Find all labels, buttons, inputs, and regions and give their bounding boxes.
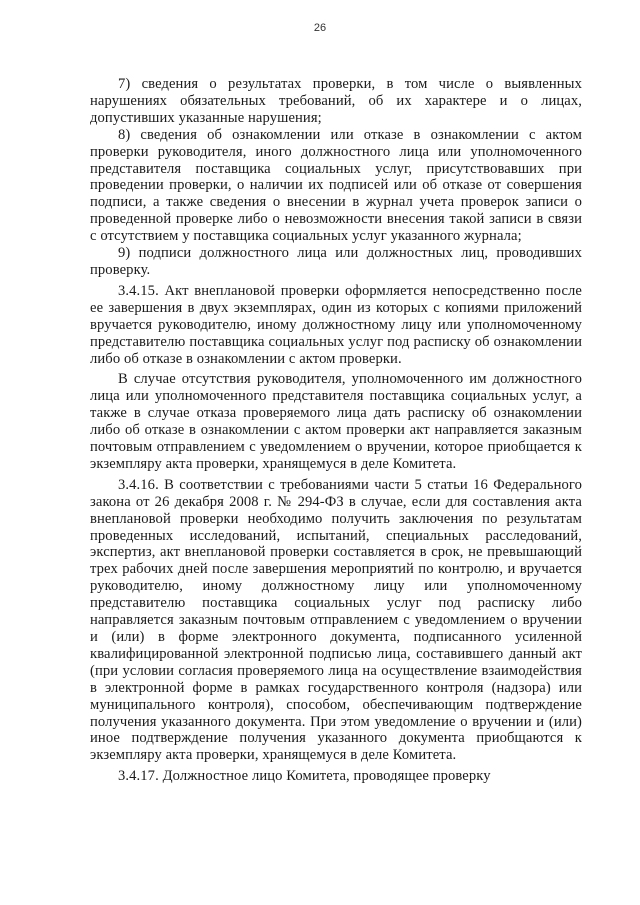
paragraph-3-4-15: 3.4.15. Акт внеплановой проверки оформляется непосредственно после ее завершения в двух экземплярах, один из которых с копиями приложений вручается руководителю, иному должностному лицу или уполномоченному представителю поставщика социальных услуг под расписку об ознакомлении либо об отказе в ознакомлении с актом проверки. [90, 282, 582, 367]
paragraph-item-9: 9) подписи должностного лица или должностных лиц, проводивших проверку. [90, 245, 582, 278]
paragraph-item-8: 8) сведения об ознакомлении или отказе в ознакомлении с актом проверки руководителя, иного должностного лица или уполномоченного представителя поставщика социальных услуг, присутствовавших при проведении проверки, о наличии их подписей или об отказе от совершения подписи, а также сведения о внесении в журнал учета проверок записи о проведенной проверке либо о невозможности внесения такой записи в связи с отсутствием у поставщика социальных услуг указанного журнала; [90, 126, 582, 245]
paragraph-3-4-16: 3.4.16. В соответствии с требованиями части 5 статьи 16 Федерального закона от 26 декабря 2008 г. № 294-ФЗ в случае, если для составления акта внеплановой проверки необходимо получить заключения по результатам проведенных исследований, испытаний, специальных расследований, экспертиз, акт внеплановой проверки составляется в срок, не превышающий трех рабочих дней после завершения мероприятий по контролю, и вручается руководителю, иному должностному лицу или уполномоченному представителю поставщика социальных услуг под расписку либо направляется заказным почтовым отправлением с уведомлением о вручении и (или) в форме электронного документа, подписанного усиленной квалифицированной электронной подписью лица, составившего данный акт (при условии согласия проверяемого лица на осуществление взаимодействия в электронной форме в рамках государственного контроля (надзора) или муниципального контроля), способом, обеспечивающим подтверждение получения указанного документа. При этом уведомление о вручении и (или) иное подтверждение получения указанного документа приобщаются к экземпляру акта проверки, хранящемуся в деле Комитета. [90, 476, 582, 764]
paragraph-absence-case: В случае отсутствия руководителя, уполномоченного им должностного лица или уполномоченного представителя поставщика социальных услуг, а также в случае отказа проверяемого лица дать расписку об ознакомлении либо об отказе в ознакомлении с актом проверки акт направляется заказным почтовым отправлением с уведомлением о вручении, которое приобщается к экземпляру акта проверки, хранящемуся в деле Комитета. [90, 371, 582, 472]
document-body [90, 76, 582, 785]
paragraph-item-7: 7) сведения о результатах проверки, в том числе о выявленных нарушениях обязательных требований, об их характере и о лицах, допустивших указанные нарушения; [90, 76, 582, 126]
page-number: 26 [313, 22, 327, 34]
paragraph-3-4-17: 3.4.17. Должностное лицо Комитета, проводящее проверку [118, 768, 491, 785]
